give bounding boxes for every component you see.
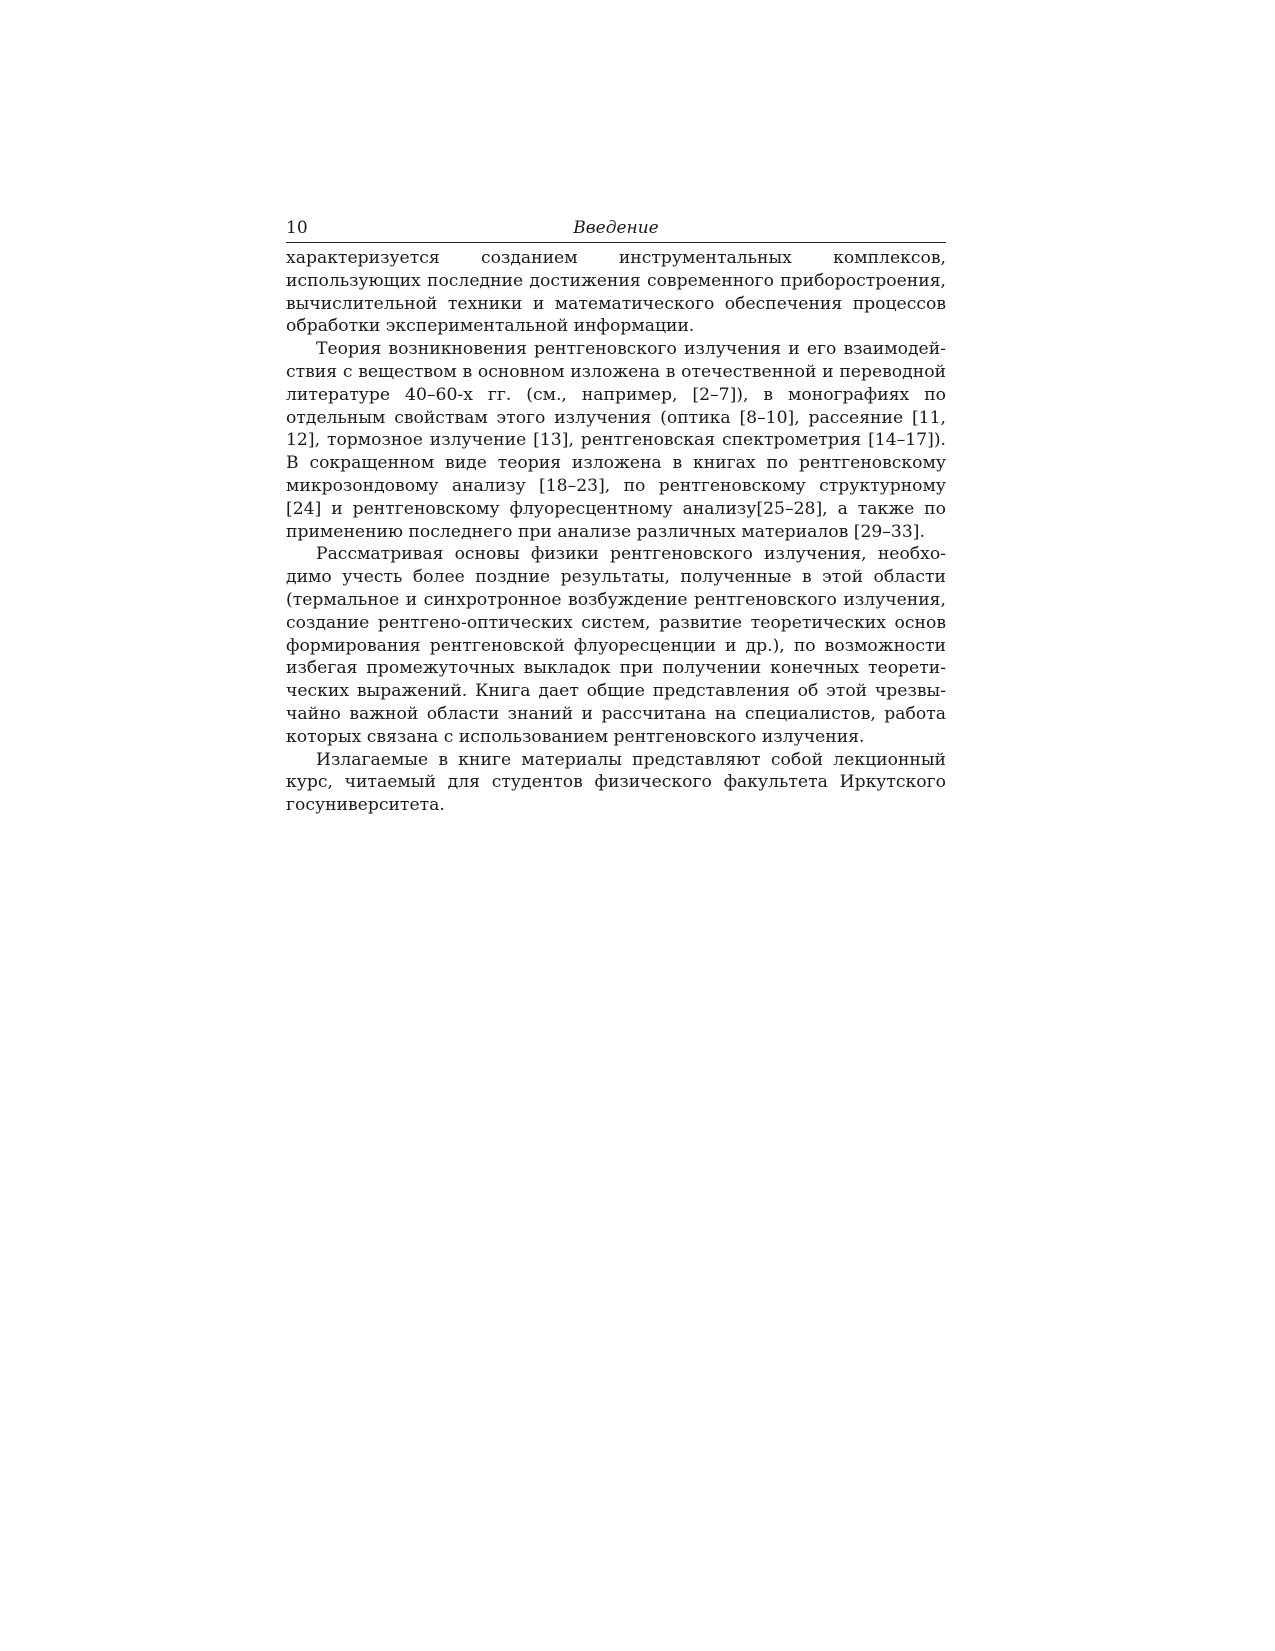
body-text	[286, 247, 946, 817]
page-number: 10	[286, 218, 308, 238]
chapter-title: Введение	[573, 218, 659, 238]
paragraph-theory: Теория возникновения рентгеновского излучения и его взаимодействия с веществом в основном изложена в отечественной и переводной литературе 40–60-х гг. (см., например, [2–7]), в монографиях по отдельным свойствам этого излучения (оптика [8–10], рассеяние [11, 12], тормозное излучение [13], рентгеновская спектрометрия [14–17]). В сокращенном виде теория изложена в книгах по рентгеновскому микрозондовому анализу [18–23], по рентгеновскому структурному [24] и рентгеновскому флуоресцентному анализу[25–28], а также по применению последнего при анализе различных материалов [29–33].	[286, 339, 946, 542]
running-header	[286, 218, 946, 243]
paragraph-physics-basics: Рассматривая основы физики рентгеновского излучения, необходимо учесть более поздние результаты, полученные в этой области (термальное и синхротронное возбуждение рентгеновского излучения, создание рентгено-оптических систем, развитие теоретических основ формирования рентгеновской флуоресценции и др.), по возможности избегая промежуточных выкладок при получении конечных теоретических выражений. Книга дает общие представления об этой чрезвычайно важной области знаний и рассчитана на специалистов, работа которых связана с использованием рентгеновского излучения.	[286, 544, 946, 747]
paragraph-continuation: характеризуется созданием инструментальных комплексов, использующих последние достижения современного приборостроения, вычислительной техники и математического обеспечения процессов обработки экспериментальной информации.	[286, 248, 946, 337]
book-page	[286, 218, 946, 817]
paragraph-course: Излагаемые в книге материалы представляют собой лекционный курс, читаемый для студентов физического факультета Иркутского госуниверситета.	[286, 749, 946, 816]
